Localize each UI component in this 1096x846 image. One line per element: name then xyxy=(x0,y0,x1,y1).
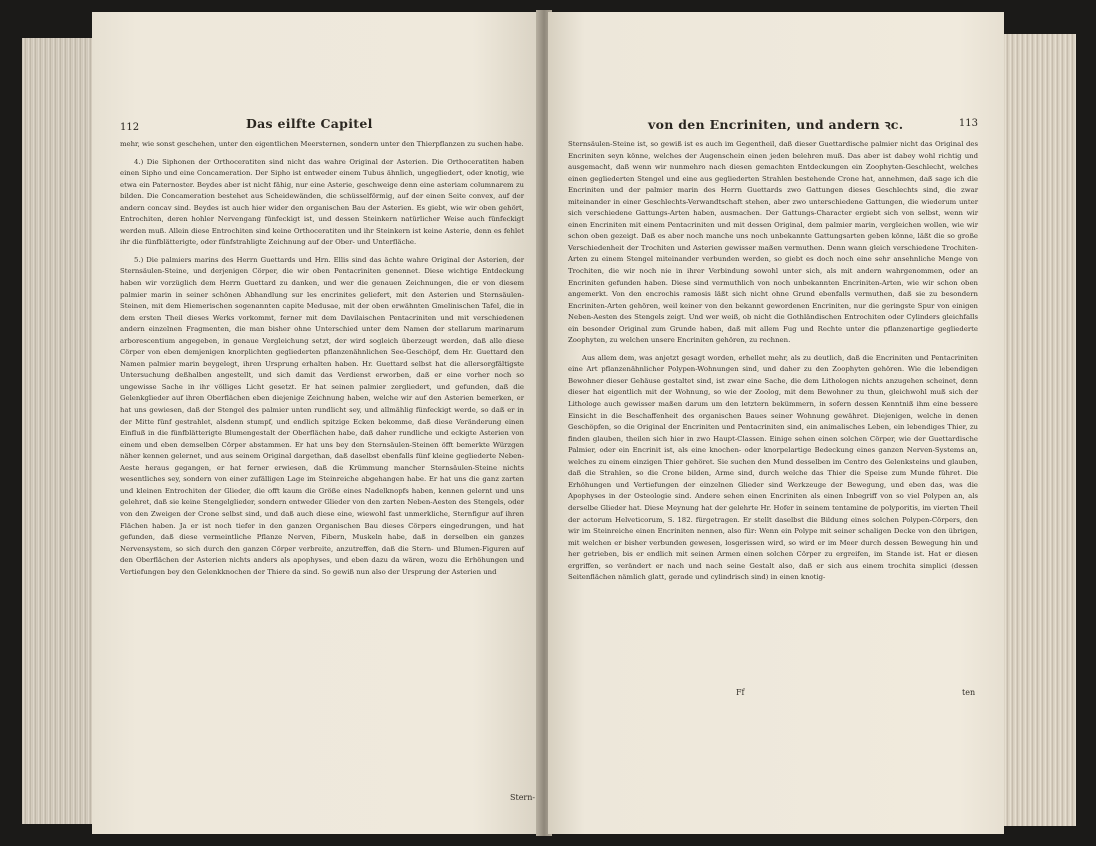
right-page-number: 113 xyxy=(958,118,978,129)
left-header xyxy=(120,118,524,133)
paragraph: mehr, wie sonst geschehen, unter den eigentlichen Meersternen, sondern unter den Thierpflanzen zu suchen habe. xyxy=(120,140,524,148)
right-running-head: von den Encriniten, und andern ꝛc. xyxy=(648,117,904,132)
left-body-text xyxy=(120,139,524,584)
paragraph: Aus allem dem, was anjetzt gesagt worden, erhellet mehr, als zu deutlich, daß die Encriniten und Pentacriniten eine Art pflanzenähnlicher Polypen-Wohnungen sind, und daher zu den Zoophyten gehören. Wie die lebendigen Bewohner dieser Gehäuse gestaltet sind, ist zwar eine Sache, die dem Lithologen nichts anzugehen scheinet, denn dieser hat eigentlich mit der Wohnung, so wie der Zoolog, mit dem Bewohner zu thun, gleichwohl muß sich der Lithologe auch gewisser maßen darum um den letztern bekümmern, in sofern dessen Kenntniß ihm eine bessere Einsicht in die Beschaffenheit des organischen Baues seiner Wohnung gewähret. Diejenigen, welche in denen Geschöpfen, so die Original der Encriniten und Pentacriniten sind, ein animalisches Leben, ein lebendiges Thier, zu finden glauben, theilen sich hier in zwo Haupt-Classen. Einige sehen einen solchen Cörper, wie der Guettardische Palmier, oder ein Encrinit ist, als eine knochen- oder knorpelartige Bedeckung eines ganzen Nerven-Systems an, welches zu einem einzigen Thier gehöret. Sie suchen den Mund desselben im Centro des Gelenksteins und glauben, daß die Strahlen, so die Crone bilden, Arme sind, durch welche das Thier die Speise zum Munde führet. Die Erhöhungen und Vertiefungen der einzelnen Glieder sind Werkzeuge der Bewegung, und eben das, was die Apophyses in der Osteologie sind. Andere sehen einen Encriniten als einen Inbegriff von so viel Polypen an, als derselbe Glieder hat. Diese Meynung hat der gelehrte Hr. Hofer in seinem tentamine de polyporitis, im vierten Theil der actorum Helveticorum, S. 182. fürgetragen. Er stellt daselbst die Bildung eines solchen Polypen-Cörpers, den wir im Steinreiche einen Encriniten nennen, also für: Wenn ein Polype mit seiner schaligen Decke von den übrigen, mit welchen er bisher verbunden gewesen, losgerissen wird, so wird er im Meer durch dessen Bewegung hin und her getrieben, bis er endlich mit seinen Armen einen solchen Cörper zu ergreifen, im Stande ist. Hat er diesen ergriffen, so verändert er nach und nach seine Gestalt also, daß er sich aus einem trochita simplici (dessen Seitenflächen nämlich glatt, gerade und cylindrisch sind) in einen knotig- xyxy=(568,353,978,582)
paragraph: 5.) Die palmiers marins des Herrn Guettards und Hrn. Ellis sind das ächte wahre Original der Asterien, der Sternsäulen-Steine, und derjenigen Cörper, die wir oben Pentacriniten genennet. Diese wichtige Entdeckung haben wir vorzüglich dem Herrn Guettard zu danken, und wer die genauen Zeichnungen, die er von diesem palmier marin in seiner schönen Abhandlung sur les encrinites geliefert, mit den Asterien und Sternsäulen-Steinen, mit dem Hiemerischen sogenannten capite Medusae, mit der oben erwähnten Gmelinischen Tafel, die in dem ersten Theil dieses Werks vorkommt, ferner mit dem Davilaischen Pentacriniten und mit verschiedenen andern einzelnen Fragmenten, die man bisher ohne Unterschied unter dem Namen der stellarum marinarum arborescentium angegeben, in genaue Vergleichung setzt, der wird sogleich überzeugt werden, daß alle diese Cörper von eben demjenigen knorplichten gegliederten pflanzenähnlichen See-Geschöpf, dem Hr. Guettard den Namen palmier marin beygelegt, ihren Ursprung erhalten haben. Hr. Guettard selbst hat die allersorgfältigste Untersuchung deßhalben angestellt, und sich damit das Verdienst erworben, daß er eine vorher noch so ungewisse Sache in ihr völliges Licht gesetzt. Er hat seinen palmier zergliedert, und gefunden, daß die Gelenkglieder auf ihren Oberflächen eben diejenige Zeichnung haben, welche wir auf den Asterien bemerken, er hat uns gewiesen, daß der Stengel des palmier unten rundlicht sey, und allmählig fünfeckigt werde, so daß er in der Mitte fünf gestrahlet, alsdenn stumpf, und endlich spitzige Ecken bekomme, daß diese Veränderung einen Einfluß in die fünfblätterigte Blumengestalt der Oberflächen habe, daß daher rundliche und eckigte Asterien von einem und eben demselben Cörper abstammen. Er hat uns bey den Sternsäulen-Steinen öfft bemerkte Würzgen näher kennen gelernet, und aus seinem Original dargethan, daß daselbst ebenfalls fünf kleine gegliederte Neben-Aeste heraus gegangen, er hat ferner erwiesen, daß die Krümmung mancher Sternsäulen-Steine nichts wesentliches sey, sondern von einer zufälligen Lage im Steinreiche abgehangen habe. Er hat uns die ganz zarten und kleinen Entrochiten der Glieder, die offt kaum die Größe eines Nadelknopfs haben, kennen gelernt und uns gelehret, daß sie keine Stengelglieder, sondern entweder Glieder von den zarten Neben-Aesten des Stengels, oder von den Zweigen der Crone selbst sind, und daß auch diese eine, wiewohl fast unmerkliche, Sternfigur auf ihren Flächen haben. Ja er ist noch tiefer in den ganzen Organischen Bau dieses Cörpers eingedrungen, und hat gefunden, daß diese vermeintliche Pflanze Nerven, Fibern, Muskeln habe, daß in derselben ein ganzes Nervensystem, so sich durch den ganzen Cörper verbreite, anzutreffen, daß die Stern- und Blumen-Figuren auf den Oberflächen der Asterien nichts anders als apophyses, und eben dazu da wären, wozu die Erhöhungen und Vertiefungen bey den Gelenkknochen der Thiere da sind. So gewiß nun also der Ursprung der Asterien und xyxy=(120,255,524,576)
left-catchword: Stern- xyxy=(510,793,536,802)
right-body-text xyxy=(568,139,978,590)
signature-mark: Ff xyxy=(736,688,745,697)
left-running-head: Das eilfte Capitel xyxy=(246,116,373,131)
left-page-number: 112 xyxy=(120,122,140,133)
right-catchword: ten xyxy=(962,688,976,697)
paragraph: Sternsäulen-Steine ist, so gewiß ist es auch im Gegentheil, daß dieser Guettardische palmier nicht das Original des Encriniten seyn könne, welches der Augenschein einen jeden belehren muß. Das aber ist dabey wohl richtig und ausgemacht, daß wenn wir nunmehro nach diesen gemachten Entdeckungen ein Zoophyten-Geschlecht, welches einen gegliederten Stengel und eine aus gegliederten Strahlen bestehende Crone hat, annehmen, daß sage ich die Encriniten und der palmier marin des Herrn Guettards zwo Gattungen dieses Geschlechts sind, die zwar miteinander in einer Geschlechts-Verwandtschaft stehen, aber zwo unterschiedene Gattungen, die wiederum unter sich verschiedene Gattungs-Arten haben, ausmachen. Der Gattungs-Character ergiebt sich von selbst, wenn wir einen Encriniten mit einem Pentacriniten und mit dessen Original, dem palmier marin, vergleichen wollen, wie wir schon oben gezeigt. Daß es aber noch manche uns noch unbekannte Gattungsarten geben könne, läßt die so große Verschiedenheit der Trochiten und Asterien gewisser maßen vermuthen. Denn wann gleich verschiedene Trochiten-Arten zu einem Stengel miteinander verbunden werden, so giebt es doch noch eine sehr ansehnliche Menge von Trochiten, die wir noch nie in ihrer Verbindung sowohl unter sich, als mit andern wahrgenommen, oder an Encriniten gefunden haben. Diese sind vermuthlich von noch unbekannten Encriniten-Arten, wie wir schon oben angemerkt. Von den encrochis ramosis läßt sich nicht ohne Grund ebenfalls vermuthen, daß sie zu besondern Encriniten-Arten gehören, weil keiner von den bekannt gewordenen Encriniten, nur die geringste Spur von einigen Neben-Aesten des Stengels zeigt. Und wer weiß, ob nicht die Gothländischen Entrochiten oder Cylinders gleichfalls ein besonder Original zum Grunde haben, daß mit allem Fug und Rechte unter die pflanzenartige gegliederte Zoophyten, zu welchen unsere Encriniten gehören, zu rechnen. xyxy=(568,140,978,345)
left-page xyxy=(92,12,540,834)
right-page xyxy=(548,12,1004,834)
left-page-edges xyxy=(22,38,92,824)
right-page-edges xyxy=(1004,34,1076,826)
paragraph: 4.) Die Siphonen der Orthoceratiten sind nicht das wahre Original der Asterien. Die Orthoceratiten haben einen Sipho und eine Concameration. Der Sipho ist entweder einem Tubus ähnlich, ungegliedert, oder knotig, wie etwa ein Paternoster. Beydes aber ist nicht fähig, nur eine Asterie, geschweige denn eine asteriam columnarem zu bilden. Die Concameration bestehet aus Scheidewänden, die schüsselförmig, auf der einen Seite convex, auf der andern concav sind. Beydes ist auch hier wider den organischen Bau der Asterien. Es giebt, wie wir oben gehört, Entrochiten, deren hohler Nervengang fünfeckigt ist, und dessen Steinkern natürlicher Weise auch fünfeckigt werden muß. Allein diese Entrochiten sind keine Orthoceratiten und ihr Steinkern ist keine Asterie, denn es fehlet ihr die fünfblätterigte, oder fünfstrahligte Zeichnung auf der Ober- und Unterfläche. xyxy=(120,157,524,247)
